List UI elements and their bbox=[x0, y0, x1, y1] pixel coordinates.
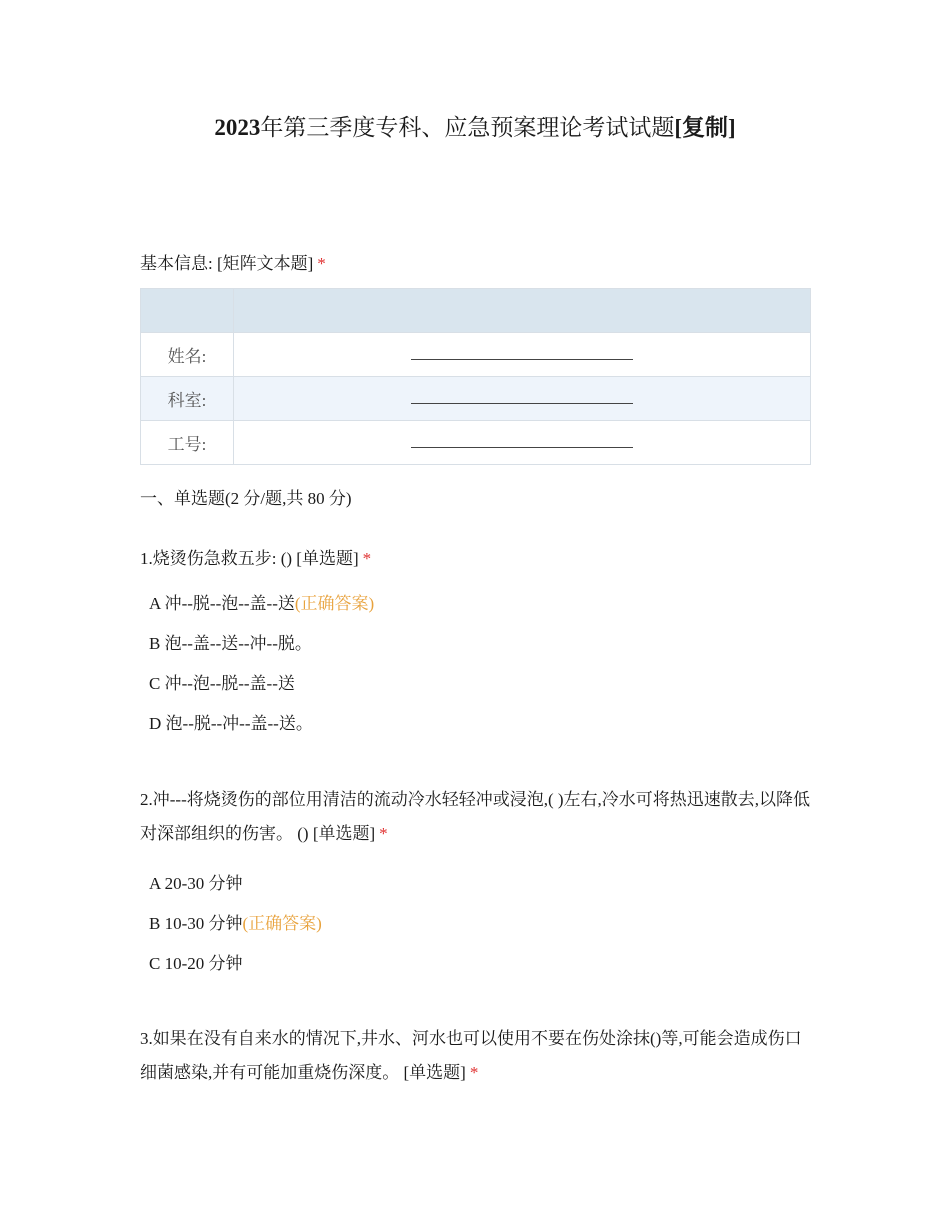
question-1-option-b[interactable] bbox=[149, 630, 312, 658]
table-header-row bbox=[141, 289, 811, 333]
name-field[interactable] bbox=[234, 333, 811, 377]
employee-id-label: 工号: bbox=[141, 421, 234, 465]
correct-answer-label: (正确答案) bbox=[242, 914, 322, 933]
department-field[interactable] bbox=[234, 377, 811, 421]
question-2-text bbox=[140, 783, 812, 851]
question-1-option-c[interactable] bbox=[149, 670, 295, 698]
title-tag: [复制] bbox=[674, 115, 736, 140]
option-text: B 泡--盖--送--冲--脱。 bbox=[149, 634, 312, 653]
question-2-option-a[interactable] bbox=[149, 870, 243, 898]
question-2-option-c[interactable] bbox=[149, 950, 243, 978]
question-3-stem: 3.如果在没有自来水的情况下,井水、河水也可以使用不要在伤处涂抹()等,可能会造成伤口细菌感染,并有可能加重烧伤深度。 [单选题] bbox=[140, 1029, 802, 1082]
basic-info-label bbox=[140, 250, 326, 278]
name-label: 姓名: bbox=[141, 333, 234, 377]
table-row-name bbox=[141, 333, 811, 377]
basic-info-table bbox=[140, 288, 811, 465]
title-year: 2023 bbox=[214, 115, 261, 140]
department-blank[interactable] bbox=[411, 395, 633, 404]
option-text: B 10-30 分钟 bbox=[149, 914, 243, 933]
question-2-stem: 2.冲---将烧烫伤的部位用清洁的流动冷水轻轻冲或浸泡,( )左右,冷水可将热迅速散去,以降低对深部组织的伤害。 () [单选题] bbox=[140, 790, 811, 843]
department-label: 科室: bbox=[141, 377, 234, 421]
required-mark: * bbox=[317, 254, 326, 273]
table-row-employee-id bbox=[141, 421, 811, 465]
table-header-cell bbox=[141, 289, 234, 333]
table-row-department bbox=[141, 377, 811, 421]
table-header-cell bbox=[234, 289, 811, 333]
employee-id-field[interactable] bbox=[234, 421, 811, 465]
question-3-text bbox=[140, 1022, 812, 1090]
required-mark: * bbox=[469, 1063, 479, 1082]
section-heading: 一、单选题(2 分/题,共 80 分) bbox=[140, 489, 352, 508]
option-text: D 泡--脱--冲--盖--送。 bbox=[149, 714, 313, 733]
question-1-option-d[interactable] bbox=[149, 710, 313, 738]
question-1-stem: 1.烧烫伤急救五步: () [单选题] bbox=[140, 549, 359, 568]
option-text: A 冲--脱--泡--盖--送 bbox=[149, 594, 295, 613]
correct-answer-label: (正确答案) bbox=[294, 594, 375, 613]
basic-info-text: 基本信息: [矩阵文本题] bbox=[140, 254, 314, 273]
page-title bbox=[0, 108, 950, 148]
question-1-text bbox=[140, 545, 371, 573]
name-blank[interactable] bbox=[411, 351, 633, 360]
question-1-option-a[interactable] bbox=[149, 590, 374, 618]
required-mark: * bbox=[379, 824, 388, 843]
employee-id-blank[interactable] bbox=[411, 439, 633, 448]
option-text: C 10-20 分钟 bbox=[149, 954, 243, 973]
title-main: 年第三季度专科、应急预案理论考试试题 bbox=[260, 115, 675, 140]
option-text: A 20-30 分钟 bbox=[149, 874, 243, 893]
option-text: C 冲--泡--脱--盖--送 bbox=[149, 674, 295, 693]
required-mark: * bbox=[362, 549, 372, 568]
question-2-option-b[interactable] bbox=[149, 910, 322, 938]
